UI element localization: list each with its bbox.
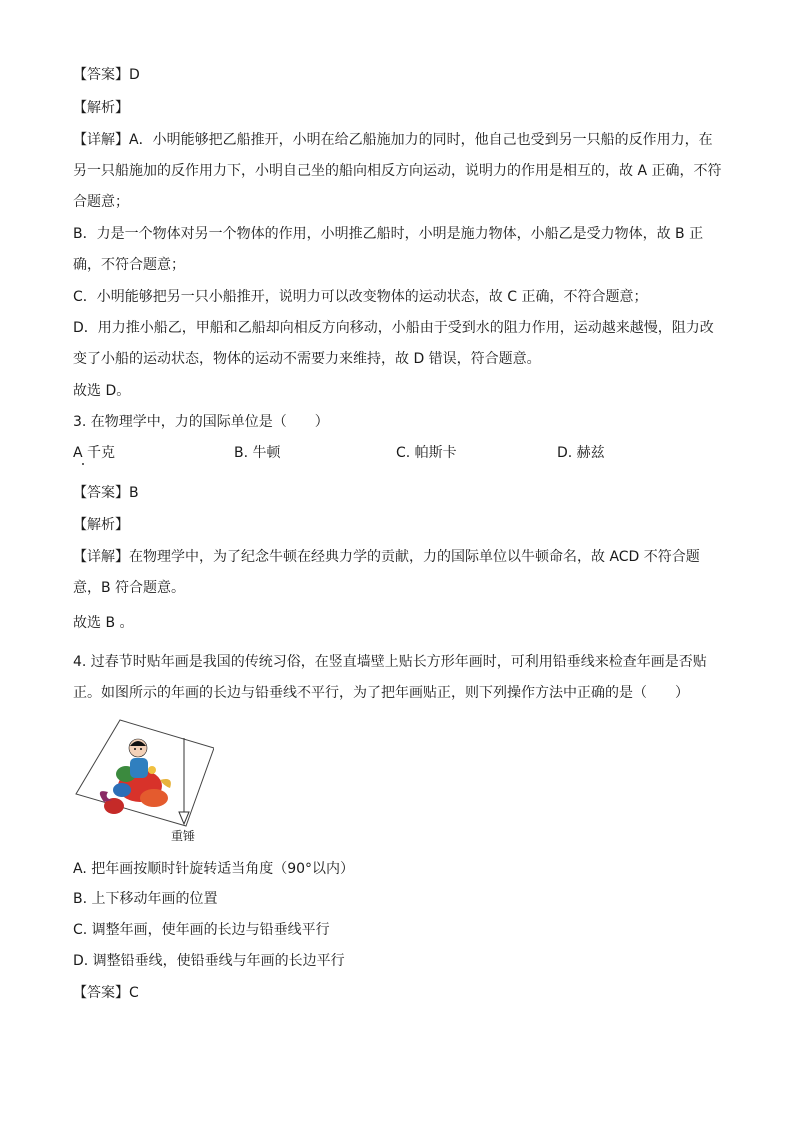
new-year-painting-figure	[74, 718, 214, 842]
explanation-line: D．用力推小船乙，甲船和乙船却向相反方向移动，小船由于受到水的阻力作用，运动越来越慢，阻力改	[73, 320, 714, 336]
analysis-heading: 【解析】	[73, 517, 129, 533]
answer-line: 【答案】D	[73, 67, 140, 83]
explanation-line: 合题意；	[73, 194, 129, 210]
explanation-line: 【详解】A．小明能够把乙船推开，小明在给乙船施加力的同时，他自己也受到另一只船的反作用力，在	[73, 132, 713, 148]
question-4-stem: 4. 过春节时贴年画是我国的传统习俗，在竖直墙壁上贴长方形年画时，可利用铅垂线来检查年画是否贴	[73, 654, 707, 670]
q3-option-b: B. 牛顿	[234, 445, 281, 461]
answer-line: 【答案】B	[73, 485, 139, 501]
answer-line: 【答案】C	[73, 985, 139, 1001]
q4-option-a: A. 把年画按顺时针旋转适当角度（90°以内）	[73, 861, 355, 877]
explanation-line: 确，不符合题意；	[73, 257, 185, 273]
conclusion-line: 故选 D。	[73, 383, 131, 399]
stray-dot	[82, 463, 84, 465]
q3-option-a: A 千克	[73, 445, 116, 461]
q3-option-d: D. 赫兹	[557, 445, 605, 461]
explanation-line: 【详解】在物理学中，为了纪念牛顿在经典力学的贡献，力的国际单位以牛顿命名，故 ACD 不符合题	[73, 549, 700, 565]
q4-option-b: B. 上下移动年画的位置	[73, 891, 218, 907]
explanation-line: C．小明能够把另一只小船推开，说明力可以改变物体的运动状态，故 C 正确，不符合题意；	[73, 289, 648, 305]
analysis-heading: 【解析】	[73, 100, 129, 116]
question-3-stem: 3. 在物理学中，力的国际单位是（ ）	[73, 414, 329, 430]
q3-option-c: C. 帕斯卡	[396, 445, 457, 461]
explanation-line: 意，B 符合题意。	[73, 580, 186, 596]
explanation-line: B．力是一个物体对另一个物体的作用，小明推乙船时，小明是施力物体，小船乙是受力物体，故 B 正	[73, 226, 704, 242]
question-4-stem: 正。如图所示的年画的长边与铅垂线不平行，为了把年画贴正，则下列操作方法中正确的是（ ）	[73, 685, 689, 701]
figure-caption: 重锤	[171, 829, 196, 843]
q4-option-d: D. 调整铅垂线，使铅垂线与年画的长边平行	[73, 953, 345, 969]
conclusion-line: 故选 B 。	[73, 615, 134, 631]
explanation-line: 变了小船的运动状态，物体的运动不需要力来维持，故 D 错误，符合题意。	[73, 351, 541, 367]
q4-option-c: C. 调整年画，使年画的长边与铅垂线平行	[73, 922, 330, 938]
explanation-line: 另一只船施加的反作用力下，小明自己坐的船向相反方向运动，说明力的作用是相互的，故 A 正确，不符	[73, 163, 722, 179]
